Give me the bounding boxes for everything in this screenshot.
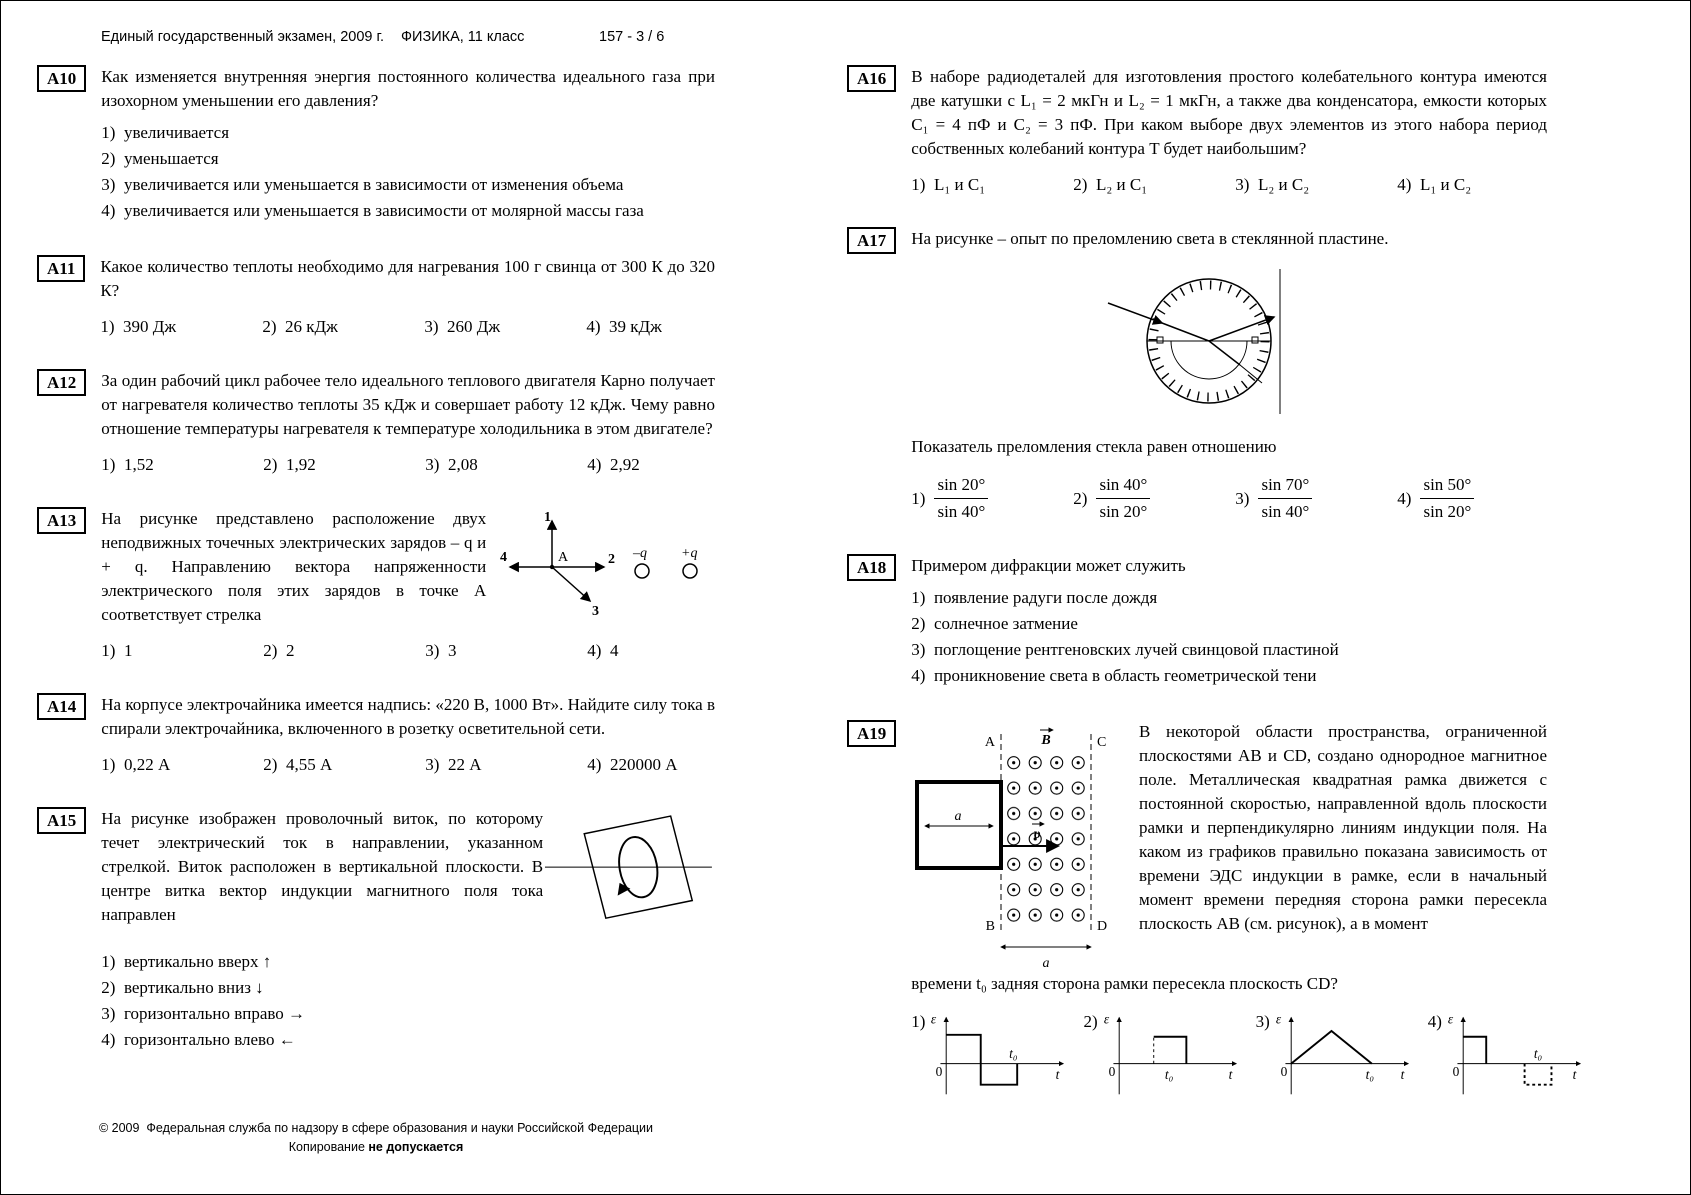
charge-positive (683, 564, 697, 578)
question-a14-text: На корпусе электрочайника имеется надпись: «220 В, 1000 Вт». Найдите силу тока в спирали электрочайника, включенного в розетку осветительной сети. (101, 695, 715, 738)
t0-label: t₀ (1164, 1066, 1173, 1082)
option-2: 2) уменьшается (101, 149, 219, 168)
charge-negative-label: –q (633, 546, 647, 561)
question-a11-label: А11 (37, 255, 85, 282)
arrow-label-2: 2 (608, 552, 615, 567)
question-a16 (847, 65, 1547, 197)
question-a12-options (101, 453, 715, 477)
emf-graph-1 (927, 1006, 1069, 1102)
fraction-denominator: sin 40° (937, 502, 986, 521)
question-a18-options (911, 586, 1547, 688)
ray-inside-glass (1209, 341, 1240, 365)
option-1: 1) увеличивается (101, 123, 230, 142)
question-a10-label: А10 (37, 65, 86, 92)
plane-label-d: D (1097, 919, 1108, 934)
question-a12-text: За один рабочий цикл рабочее тело идеального теплового двигателя Карно получает от нагревателя количество теплоты 35 кДж и совершает работу 12 кДж. Чему равно отношение температуры нагревателя к температуре холодильника в этом двигателе? (101, 371, 715, 438)
field-out-of-page-dots (1003, 750, 1089, 928)
option-number: 3) (1235, 488, 1250, 508)
origin-label: 0 (1452, 1064, 1460, 1080)
fraction (1420, 473, 1474, 524)
question-a16-label: А16 (847, 65, 896, 92)
arrow-label-4: 4 (500, 550, 507, 565)
footer-copyright: © 2009 Федеральная служба по надзору в сфере образования и науки Российской Федерации (98, 1121, 654, 1135)
t0-label: t₀ (1533, 1045, 1543, 1061)
question-a15 (37, 807, 715, 1054)
option-4: 4) увеличивается или уменьшается в зависимости от молярной массы газа (101, 201, 644, 220)
surface-marker-left (1157, 337, 1163, 343)
question-a11-text: Какое количество теплоты необходимо для нагревания 100 г свинца от 300 К до 320 К? (100, 257, 715, 300)
origin-label: 0 (936, 1064, 943, 1080)
question-a15-text: На рисунке изображен проволочный виток, по которому течет электрический ток в направлении, указанном стрелкой. Виток расположен в вертикальной плоскости. В центре витка вектор индукции магнитного поля тока направлен (101, 809, 544, 924)
footer-note-prefix: Копирование (288, 1140, 369, 1154)
emf-curve (1153, 1037, 1186, 1064)
charge-positive-label: +q (681, 546, 698, 561)
right-column (847, 65, 1577, 1132)
fraction-numerator: sin 50° (1420, 473, 1474, 499)
charge-negative (635, 564, 649, 578)
question-a11-options (100, 315, 715, 339)
option-number: 1) (911, 488, 926, 508)
point-a-dot (550, 565, 554, 569)
question-a11 (37, 255, 715, 339)
question-a19-graphs (911, 1006, 1577, 1102)
option-2: 2) L₂ и C₁ (1073, 175, 1148, 194)
fraction-numerator: sin 40° (1096, 473, 1150, 499)
a17-refraction-figure (1104, 259, 1354, 424)
option-3: 3) L₂ и C₂ (1235, 175, 1310, 194)
option-2: 2) 26 кДж (262, 317, 338, 336)
emf-axis-label: ε (1447, 1011, 1454, 1027)
header-page-number: 157 - 3 / 6 (599, 29, 665, 45)
fraction (1096, 473, 1150, 524)
time-axis-label: t (1572, 1066, 1577, 1082)
option-1: 1) 390 Дж (100, 317, 177, 336)
option-4: 4) 39 кДж (586, 317, 662, 336)
question-a13 (37, 507, 715, 663)
graph-number: 4) (1427, 1012, 1442, 1031)
question-a19-label: А19 (847, 720, 896, 747)
option-2: 2) солнечное затмение (911, 614, 1078, 633)
option-1: 1) вертикально вверх ↑ (101, 952, 272, 971)
option-2: 2) 2 (263, 641, 295, 660)
question-a17-text2: Показатель преломления стекла равен отношению (911, 437, 1277, 456)
question-a13-label: А13 (37, 507, 86, 534)
time-axis-label: t (1228, 1066, 1232, 1082)
refracted-exit-ray (1209, 317, 1274, 341)
question-a10-text: Как изменяется внутренняя энергия постоянного количества идеального газа при изохорном уменьшении его давления? (101, 67, 715, 110)
option-4 (1397, 473, 1547, 524)
t0-label: t₀ (1365, 1066, 1374, 1082)
option-1: 1) 1 (101, 641, 133, 660)
option-3: 3) 3 (425, 641, 457, 660)
question-a17-text: На рисунке – опыт по преломлению света в стеклянной пластине. (911, 229, 1389, 248)
emf-curve (1291, 1031, 1372, 1064)
frame-width-label: a (954, 809, 962, 824)
ray-inside-glass-extension (1240, 365, 1262, 383)
option-4: 4) горизонтально влево ← (101, 1030, 296, 1049)
glass-plate-arc (1171, 341, 1247, 379)
question-a10 (37, 65, 715, 225)
option-4: 4) L₁ и C₂ (1397, 175, 1472, 194)
square-frame (917, 782, 1001, 868)
time-axis-label: t (1056, 1066, 1060, 1082)
option-3: 3) горизонтально вправо → (101, 1004, 306, 1023)
question-a13-options (101, 639, 715, 663)
question-a14-label: А14 (37, 693, 86, 720)
emf-graph-2 (1100, 1006, 1242, 1102)
origin-label: 0 (1108, 1064, 1115, 1080)
question-a13-text: На рисунке представлено расположение двух неподвижных точечных электрических зарядов – q и + q. Направлению вектора напряженности электрического поля этих зарядов в точке А соответствует стрелка (101, 509, 487, 624)
emf-axis-label: ε (1275, 1011, 1281, 1027)
a17-figure-wrapper (911, 259, 1547, 431)
fraction-denominator: sin 40° (1261, 502, 1310, 521)
option-2: 2) 1,92 (263, 455, 316, 474)
fraction-numerator: sin 70° (1258, 473, 1312, 499)
emf-axis-label: ε (1103, 1011, 1109, 1027)
option-3: 3) 2,08 (425, 455, 478, 474)
option-2: 2) 4,55 А (263, 755, 333, 774)
question-a18 (847, 554, 1547, 690)
question-a15-label: А15 (37, 807, 86, 834)
question-a18-text: Примером дифракции может служить (911, 556, 1186, 575)
graph-number: 2) (1083, 1012, 1098, 1031)
a15-wire-loop-figure (543, 807, 715, 942)
footer-note-bold: не допускается (368, 1140, 464, 1154)
origin-label: 0 (1280, 1064, 1288, 1080)
question-a17-options (911, 473, 1547, 524)
question-a17-label: А17 (847, 227, 896, 254)
option-1: 1) L₁ и C₁ (911, 175, 986, 194)
option-4: 4) 2,92 (587, 455, 640, 474)
question-a10-options (101, 121, 715, 223)
fraction (934, 473, 988, 524)
option-2: 2) вертикально вниз ↓ (101, 978, 264, 997)
fraction (1258, 473, 1312, 524)
option-1: 1) появление радуги после дождя (911, 588, 1158, 607)
graph-option-2 (1083, 1006, 1241, 1102)
graph-number: 3) (1255, 1012, 1270, 1031)
option-3: 3) поглощение рентгеновских лучей свинцовой пластиной (911, 640, 1339, 659)
option-number: 2) (1073, 488, 1088, 508)
a13-charges-figure (500, 507, 715, 619)
option-3: 3) 260 Дж (424, 317, 501, 336)
question-a12-label: А12 (37, 369, 86, 396)
option-4: 4) 4 (587, 641, 619, 660)
question-a16-options (911, 173, 1547, 197)
emf-graph-3 (1272, 1006, 1414, 1102)
a19-magnetic-field-figure (911, 720, 1126, 972)
option-number: 4) (1397, 488, 1412, 508)
option-4: 4) 220000 А (587, 755, 678, 774)
fraction-denominator: sin 20° (1099, 502, 1148, 521)
question-a19 (847, 720, 1577, 1102)
time-axis-label: t (1400, 1066, 1405, 1082)
page-footer (37, 1119, 715, 1157)
plane-label-c: C (1097, 735, 1107, 750)
velocity-label: υ (1033, 827, 1041, 842)
option-3 (1235, 473, 1397, 524)
plane-label-a: A (985, 735, 996, 750)
emf-graph-4 (1444, 1006, 1586, 1102)
t0-label: t₀ (1009, 1045, 1019, 1061)
question-a16-text: В наборе радиодеталей для изготовления простого колебательного контура имеются две катушки с L₁ = 2 мкГн и L₂ = 1 мкГн, а также два конденсатора, емкости которых C₁ = 4 пФ и C₂ = 3 пФ. При каком выборе двух элементов из этого набора период собственных колебаний контура T будет наибольшим? (911, 67, 1547, 158)
graph-option-1 (911, 1006, 1069, 1102)
question-a15-options (101, 950, 715, 1052)
incident-ray-continuation (1162, 323, 1209, 341)
option-2 (1073, 473, 1235, 524)
emf-curve-positive-pulse (1463, 1037, 1486, 1064)
emf-curve-negative-pulse (1525, 1064, 1552, 1085)
question-a19-text: В некоторой области пространства, ограниченной плоскостями AB и CD, создано однородное магнитное поле. Металлическая квадратная рамка движется с постоянной скоростью, направленной вдоль плоскости рамки и перпендикулярно линиям индукции поля. На каком из графиков правильно показана зависимость от времени ЭДС индукции в рамке, если в начальный момент времени передняя сторона рамки пересекла плоскость AB (см. рисунок), а в момент (1139, 722, 1547, 933)
question-a14-options (101, 753, 715, 777)
field-arrow-3-diagonal (552, 567, 590, 601)
emf-axis-label: ε (931, 1011, 937, 1027)
arrow-label-3: 3 (592, 604, 599, 619)
question-a18-label: А18 (847, 554, 896, 581)
option-3: 3) 22 А (425, 755, 482, 774)
question-a12 (37, 369, 715, 477)
header-subject: ФИЗИКА, 11 класс (401, 29, 525, 45)
option-3: 3) увеличивается или уменьшается в зависимости от изменения объема (101, 175, 624, 194)
graph-option-4 (1428, 1006, 1586, 1102)
surface-marker-right (1252, 337, 1258, 343)
plane-label-b: B (985, 919, 996, 934)
question-a17 (847, 227, 1547, 524)
point-a-label: А (558, 550, 569, 565)
header-exam-title: Единый государственный экзамен, 2009 г. (101, 29, 385, 45)
left-column (37, 65, 715, 1084)
arrow-label-1: 1 (544, 510, 551, 525)
option-1 (911, 473, 1073, 524)
emf-curve (947, 1035, 1018, 1085)
graph-number: 1) (911, 1012, 926, 1031)
fraction-numerator: sin 20° (934, 473, 988, 499)
fraction-denominator: sin 20° (1423, 502, 1472, 521)
question-a19-text2: времени t₀ задняя сторона рамки пересекла плоскость CD? (911, 974, 1338, 993)
option-4: 4) проникновение света в область геометрической тени (911, 666, 1317, 685)
option-1: 1) 1,52 (101, 455, 154, 474)
footer-note (37, 1138, 715, 1157)
option-1: 1) 0,22 А (101, 755, 171, 774)
graph-option-3 (1256, 1006, 1414, 1102)
question-a14 (37, 693, 715, 777)
gap-width-label: a (1042, 956, 1050, 971)
b-vector-label: B (1041, 733, 1051, 748)
